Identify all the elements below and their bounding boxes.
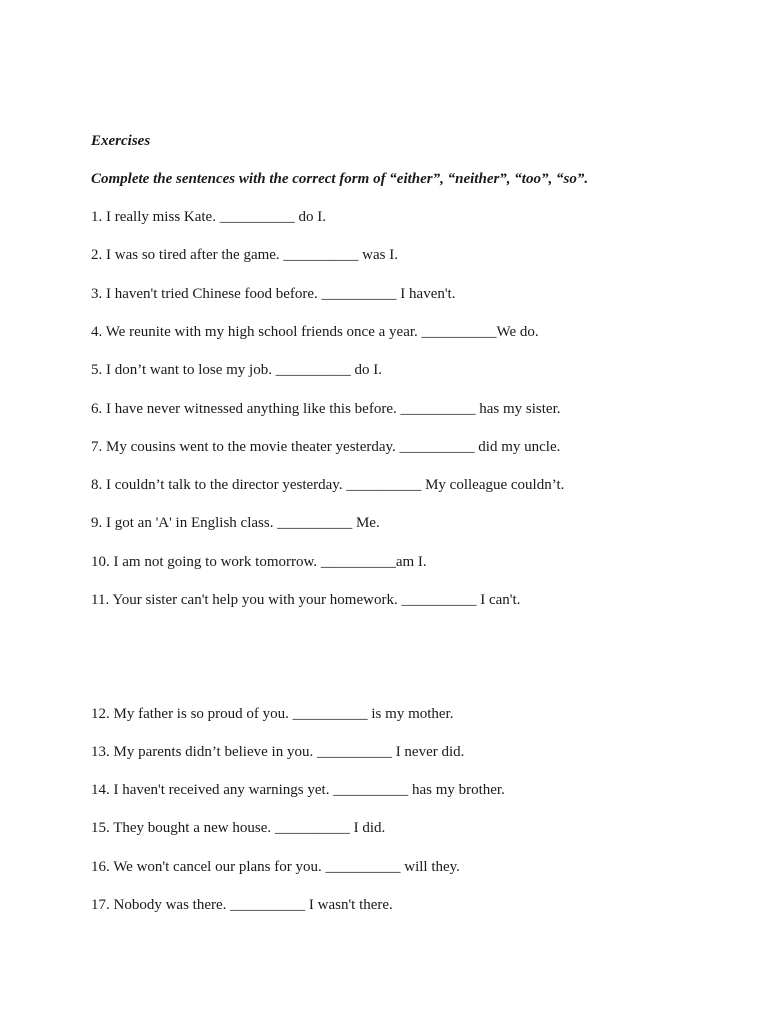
exercise-item-17: 17. Nobody was there. __________ I wasn't there. <box>91 897 393 913</box>
exercise-item-16: 16. We won't cancel our plans for you. __________ will they. <box>91 859 460 875</box>
exercise-item-12: 12. My father is so proud of you. __________ is my mother. <box>91 706 454 722</box>
exercise-item-7: 7. My cousins went to the movie theater yesterday. __________ did my uncle. <box>91 439 561 455</box>
exercise-item-9: 9. I got an 'A' in English class. __________ Me. <box>91 515 380 531</box>
exercise-item-4: 4. We reunite with my high school friends once a year. __________We do. <box>91 324 539 340</box>
exercise-item-6: 6. I have never witnessed anything like this before. __________ has my sister. <box>91 401 561 417</box>
exercise-item-13: 13. My parents didn’t believe in you. __________ I never did. <box>91 744 465 760</box>
exercise-item-14: 14. I haven't received any warnings yet. __________ has my brother. <box>91 782 505 798</box>
instructions: Complete the sentences with the correct form of “either”, “neither”, “too”, “so”. <box>91 171 589 187</box>
exercise-item-1: 1. I really miss Kate. __________ do I. <box>91 209 326 225</box>
exercise-item-2: 2. I was so tired after the game. __________ was I. <box>91 247 399 263</box>
exercise-item-11: 11. Your sister can't help you with your homework. __________ I can't. <box>91 592 521 608</box>
exercise-item-8: 8. I couldn’t talk to the director yesterday. __________ My colleague couldn’t. <box>91 477 565 493</box>
exercise-item-5: 5. I don’t want to lose my job. __________ do I. <box>91 362 382 378</box>
page-title: Exercises <box>91 133 151 149</box>
exercise-item-3: 3. I haven't tried Chinese food before. __________ I haven't. <box>91 286 456 302</box>
exercise-item-10: 10. I am not going to work tomorrow. __________am I. <box>91 554 427 570</box>
exercise-item-15: 15. They bought a new house. __________ I did. <box>91 820 386 836</box>
